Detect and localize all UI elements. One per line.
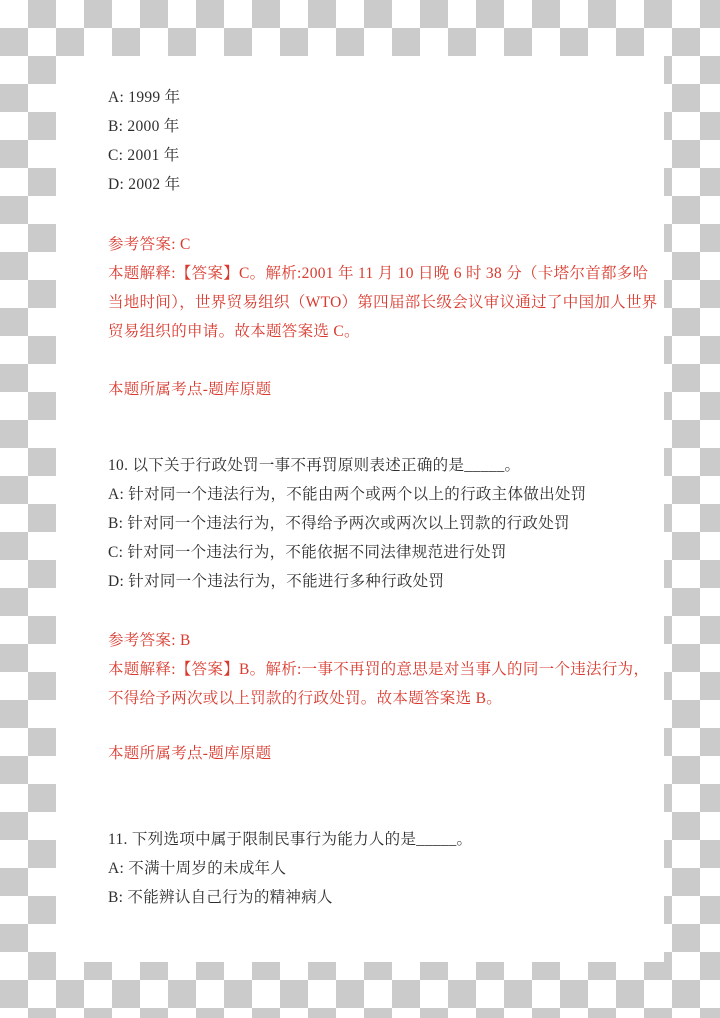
- document-page: [56, 56, 664, 962]
- q10-reference-answer: 参考答案: B: [108, 632, 191, 649]
- q9-option-b: B: 2000 年: [108, 118, 180, 135]
- q9-option-d: D: 2002 年: [108, 176, 181, 193]
- q9-explanation-line-3: 贸易组织的申请。故本题答案选 C。: [108, 323, 360, 340]
- q9-option-c: C: 2001 年: [108, 147, 180, 164]
- q10-option-a: A: 针对同一个违法行为，不能由两个或两个以上的行政主体做出处罚: [108, 486, 587, 503]
- q11-option-b: B: 不能辨认自己行为的精神病人: [108, 889, 333, 906]
- q9-option-a: A: 1999 年: [108, 89, 181, 106]
- document-content: [108, 83, 664, 912]
- q11-question-text: 11. 下列选项中属于限制民事行为能力人的是_____。: [108, 831, 473, 848]
- q10-option-d: D: 针对同一个违法行为，不能进行多种行政处罚: [108, 573, 445, 590]
- q10-option-b: B: 针对同一个违法行为，不得给予两次或两次以上罚款的行政处罚: [108, 515, 570, 532]
- q9-explanation-line-2: 当地时间），世界贸易组织（WTO）第四届部长级会议审议通过了中国加人世界: [108, 294, 658, 311]
- q10-explanation-line-2: 不得给予两次或以上罚款的行政处罚。故本题答案选 B。: [108, 690, 503, 707]
- q10-explanation-line-1: 本题解释:【答案】B。解析:一事不再罚的意思是对当事人的同一个违法行为，: [108, 661, 650, 678]
- q10-source-note: 本题所属考点-题库原题: [108, 745, 272, 762]
- q9-explanation-line-1: 本题解释:【答案】C。解析:2001 年 11 月 10 日晚 6 时 38 分（卡塔尔首都多哈: [108, 265, 649, 282]
- q11-option-a: A: 不满十周岁的未成年人: [108, 860, 287, 877]
- q10-option-c: C: 针对同一个违法行为，不能依据不同法律规范进行处罚: [108, 544, 507, 561]
- q10-question-text: 10. 以下关于行政处罚一事不再罚原则表述正确的是_____。: [108, 457, 521, 474]
- q9-reference-answer: 参考答案: C: [108, 236, 191, 253]
- q9-source-note: 本题所属考点-题库原题: [108, 381, 272, 398]
